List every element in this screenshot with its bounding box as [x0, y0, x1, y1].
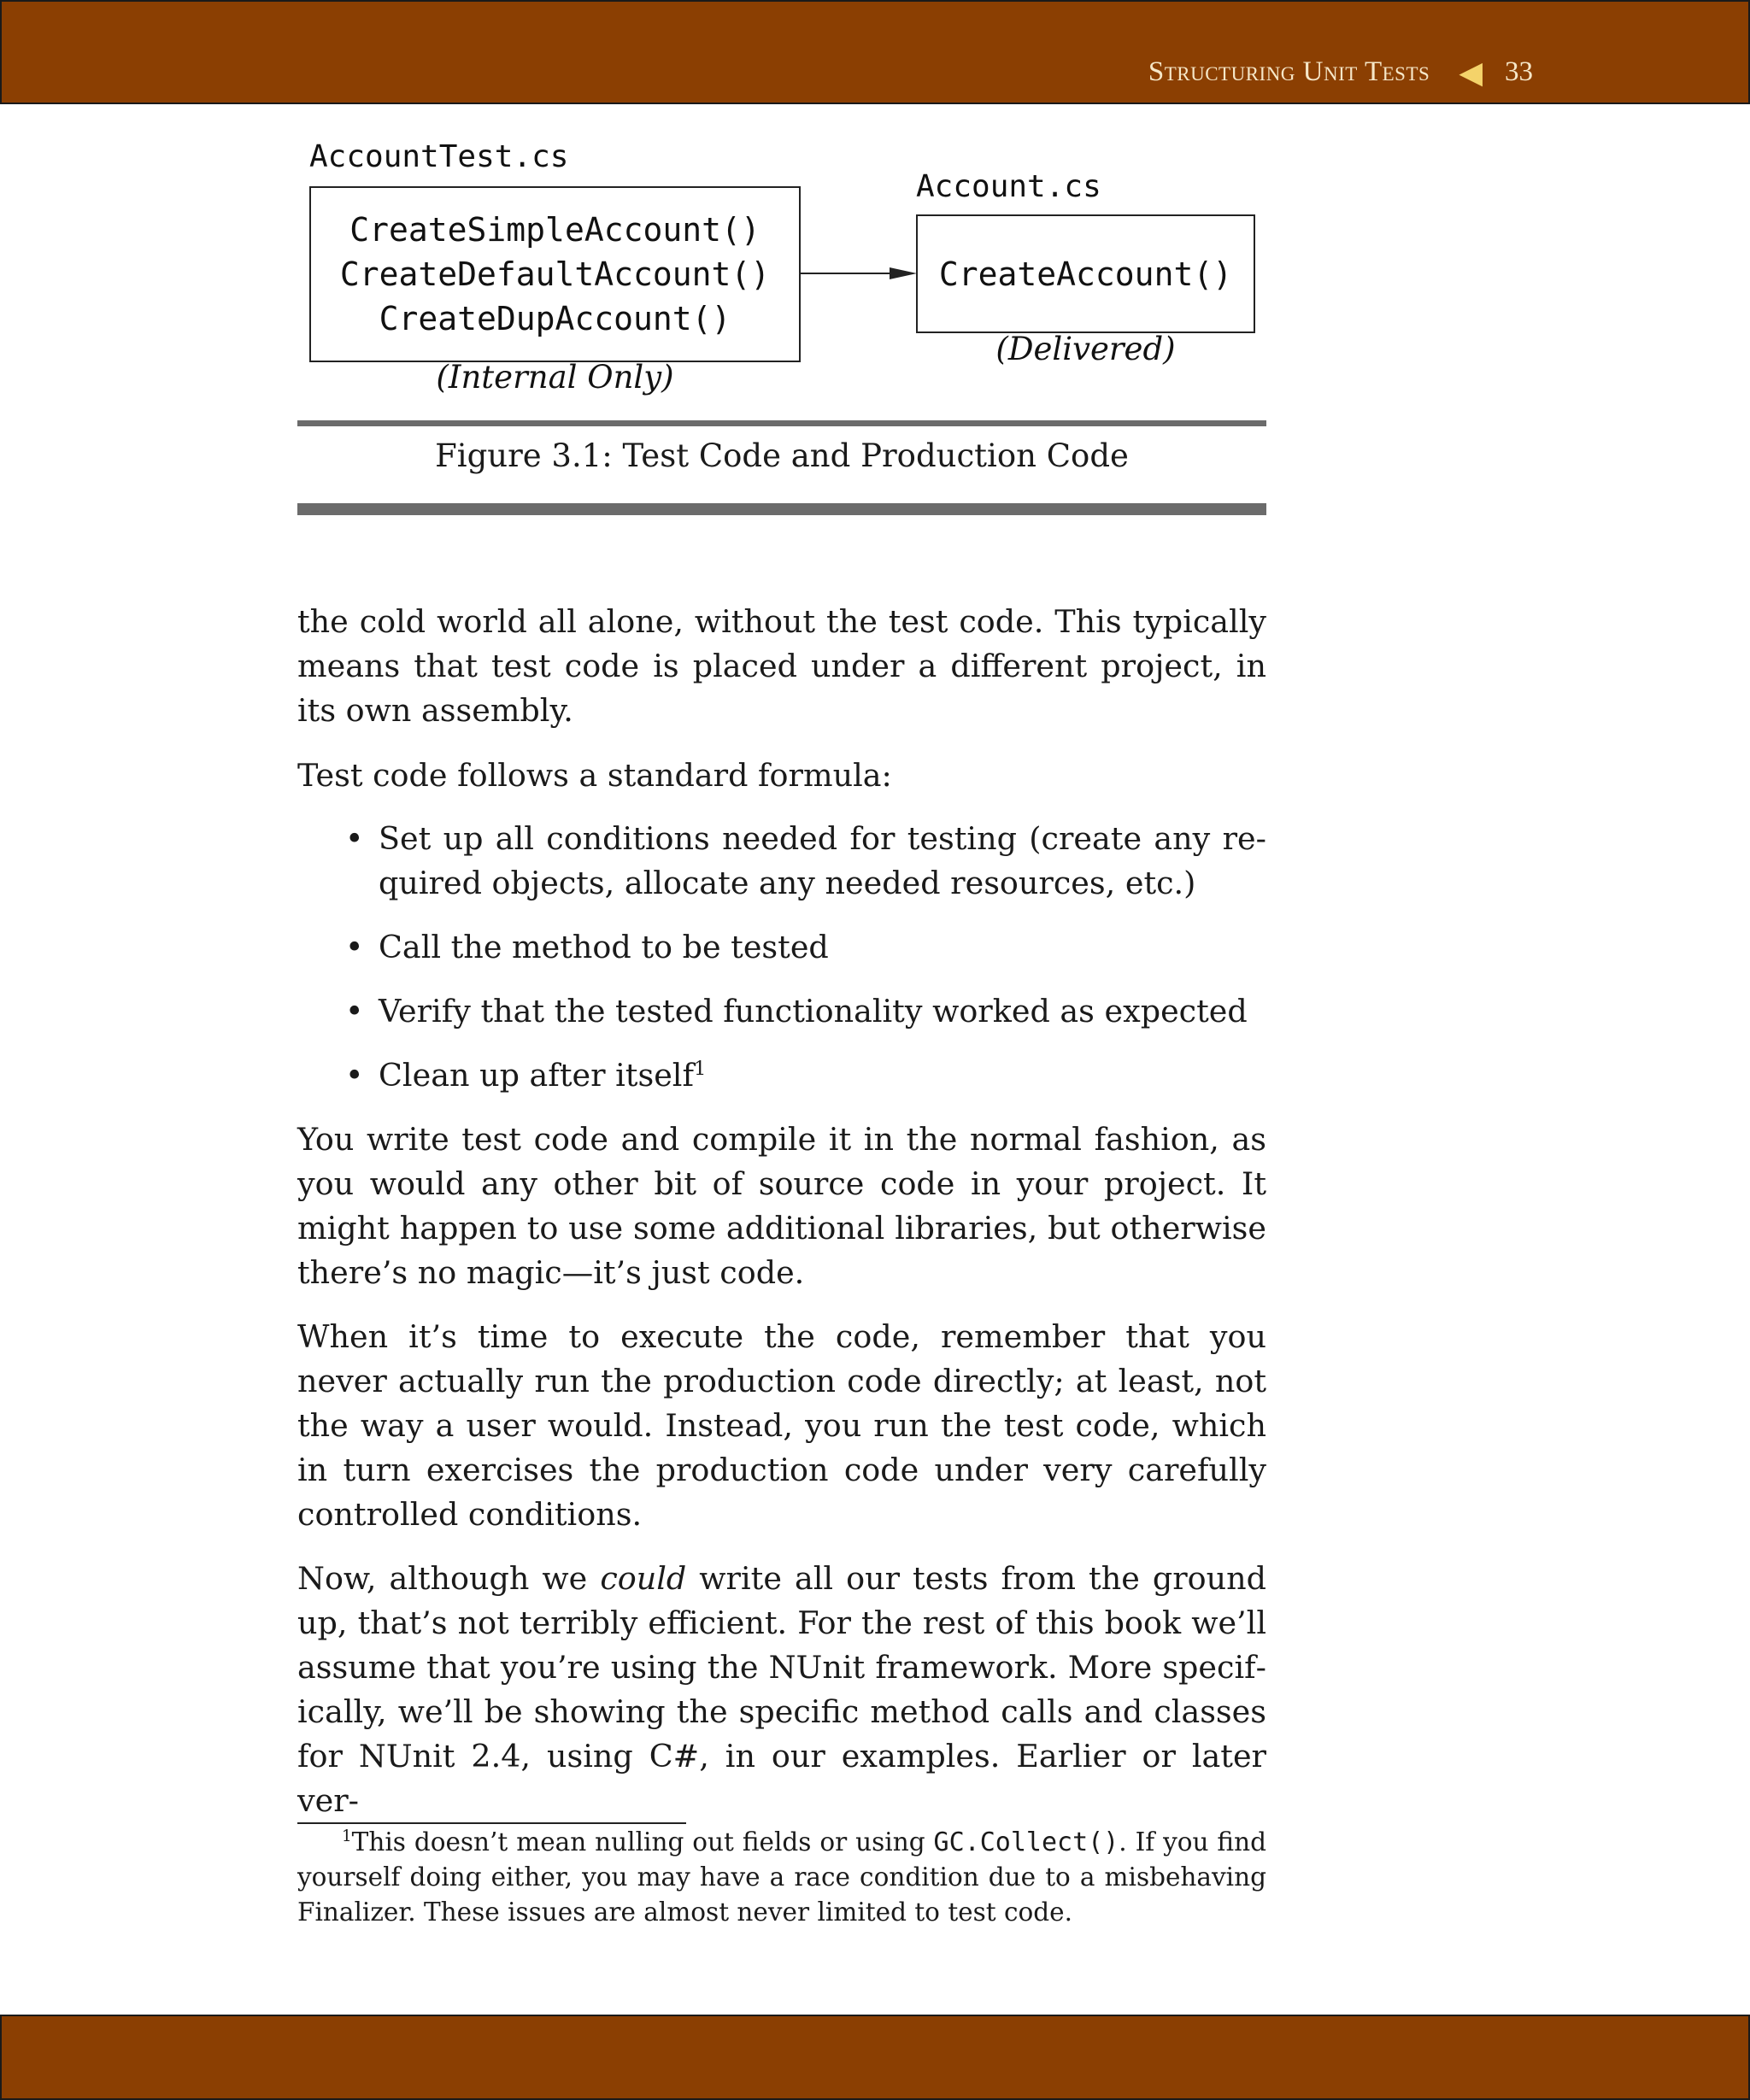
production-method-box: [916, 214, 1255, 333]
list-item: [297, 989, 1266, 1034]
formula-list: [297, 817, 1266, 1098]
paragraph: You write test code and compile it in the normal fashion, as you would any other bit of source code in your project. It might happen to use some additional libraries, but otherwise there’s no magic—it’s just code.: [297, 1121, 1266, 1291]
footnote-rule: [297, 1822, 686, 1824]
paragraph: the cold world all alone, without the test code. This typically means that test code is placed under a different project, in its own assembly.: [297, 603, 1266, 729]
list-item: [297, 817, 1266, 906]
paragraph-text: write all our tests from the ground up, that’s not terribly efficient. For the rest of this book we’ll assume that you’re using the NUnit framework. More specifically, we’ll be showing the specific method calls and classes for NUnit 2.4, using C#, in our examples. Earlier or later ver-: [297, 1560, 1266, 1819]
footnote-text: This doesn’t mean nulling out fields or using: [351, 1827, 934, 1857]
production-file-label: Account.cs: [916, 169, 1101, 204]
internal-only-note: (Internal Only): [436, 359, 674, 396]
list-item-text: Set up all conditions needed for testing (create any required objects, allocate any needed resources, etc.): [379, 820, 1266, 901]
bullet-icon: •: [345, 993, 364, 1029]
bullet-icon: •: [345, 929, 364, 965]
list-item-text: Verify that the tested functionality worked as expected: [379, 993, 1248, 1029]
footnote-mark: 1: [342, 1827, 352, 1846]
running-title: Structuring Unit Tests: [1148, 56, 1430, 87]
paragraph: [297, 1557, 1266, 1823]
list-item-text: Clean up after itself: [379, 1057, 694, 1094]
test-method: CreateSimpleAccount(): [349, 211, 760, 249]
paragraph-text: Now, although we: [297, 1560, 601, 1597]
test-methods-box: [309, 186, 801, 362]
footnote-reference[interactable]: 1: [694, 1057, 707, 1080]
list-item: [297, 925, 1266, 970]
list-item-text: Call the method to be tested: [379, 929, 829, 965]
figure-bottom-rule: [297, 503, 1266, 515]
list-item: [297, 1053, 1266, 1098]
delivered-note: (Delivered): [995, 331, 1176, 367]
dependency-arrow-icon: [799, 256, 919, 292]
footnote: [297, 1825, 1266, 1930]
footnote-text: . If you find yourself doing either, you may have a race condition due to a misbehaving Finalizer. These issues are almost never limited to test code.: [297, 1827, 1266, 1927]
emphasis: could: [600, 1560, 687, 1597]
figure-top-rule: [297, 420, 1266, 426]
test-method: CreateDupAccount(): [379, 300, 731, 337]
paragraph: When it’s time to execute the code, remember that you never actually run the production code directly; at least, not the way a user would. Instead, you run the test code, which in turn exercises the production code under very carefully controlled conditions.: [297, 1318, 1266, 1533]
running-header: [1025, 56, 1533, 88]
bullet-icon: •: [345, 1057, 364, 1094]
production-method: CreateAccount(): [938, 255, 1233, 293]
paragraph: Test code follows a standard formula:: [297, 757, 892, 794]
bullet-icon: •: [345, 820, 364, 857]
test-file-label: AccountTest.cs: [309, 139, 569, 174]
back-arrow-icon[interactable]: ◀: [1459, 55, 1483, 90]
footer-band: [0, 2015, 1750, 2100]
page-number: 33: [1505, 56, 1533, 87]
header-band: [0, 0, 1750, 104]
footnote-code: GC.Collect(): [933, 1827, 1119, 1857]
figure-caption: Figure 3.1: Test Code and Production Code: [435, 437, 1129, 474]
test-method: CreateDefaultAccount(): [339, 255, 771, 293]
